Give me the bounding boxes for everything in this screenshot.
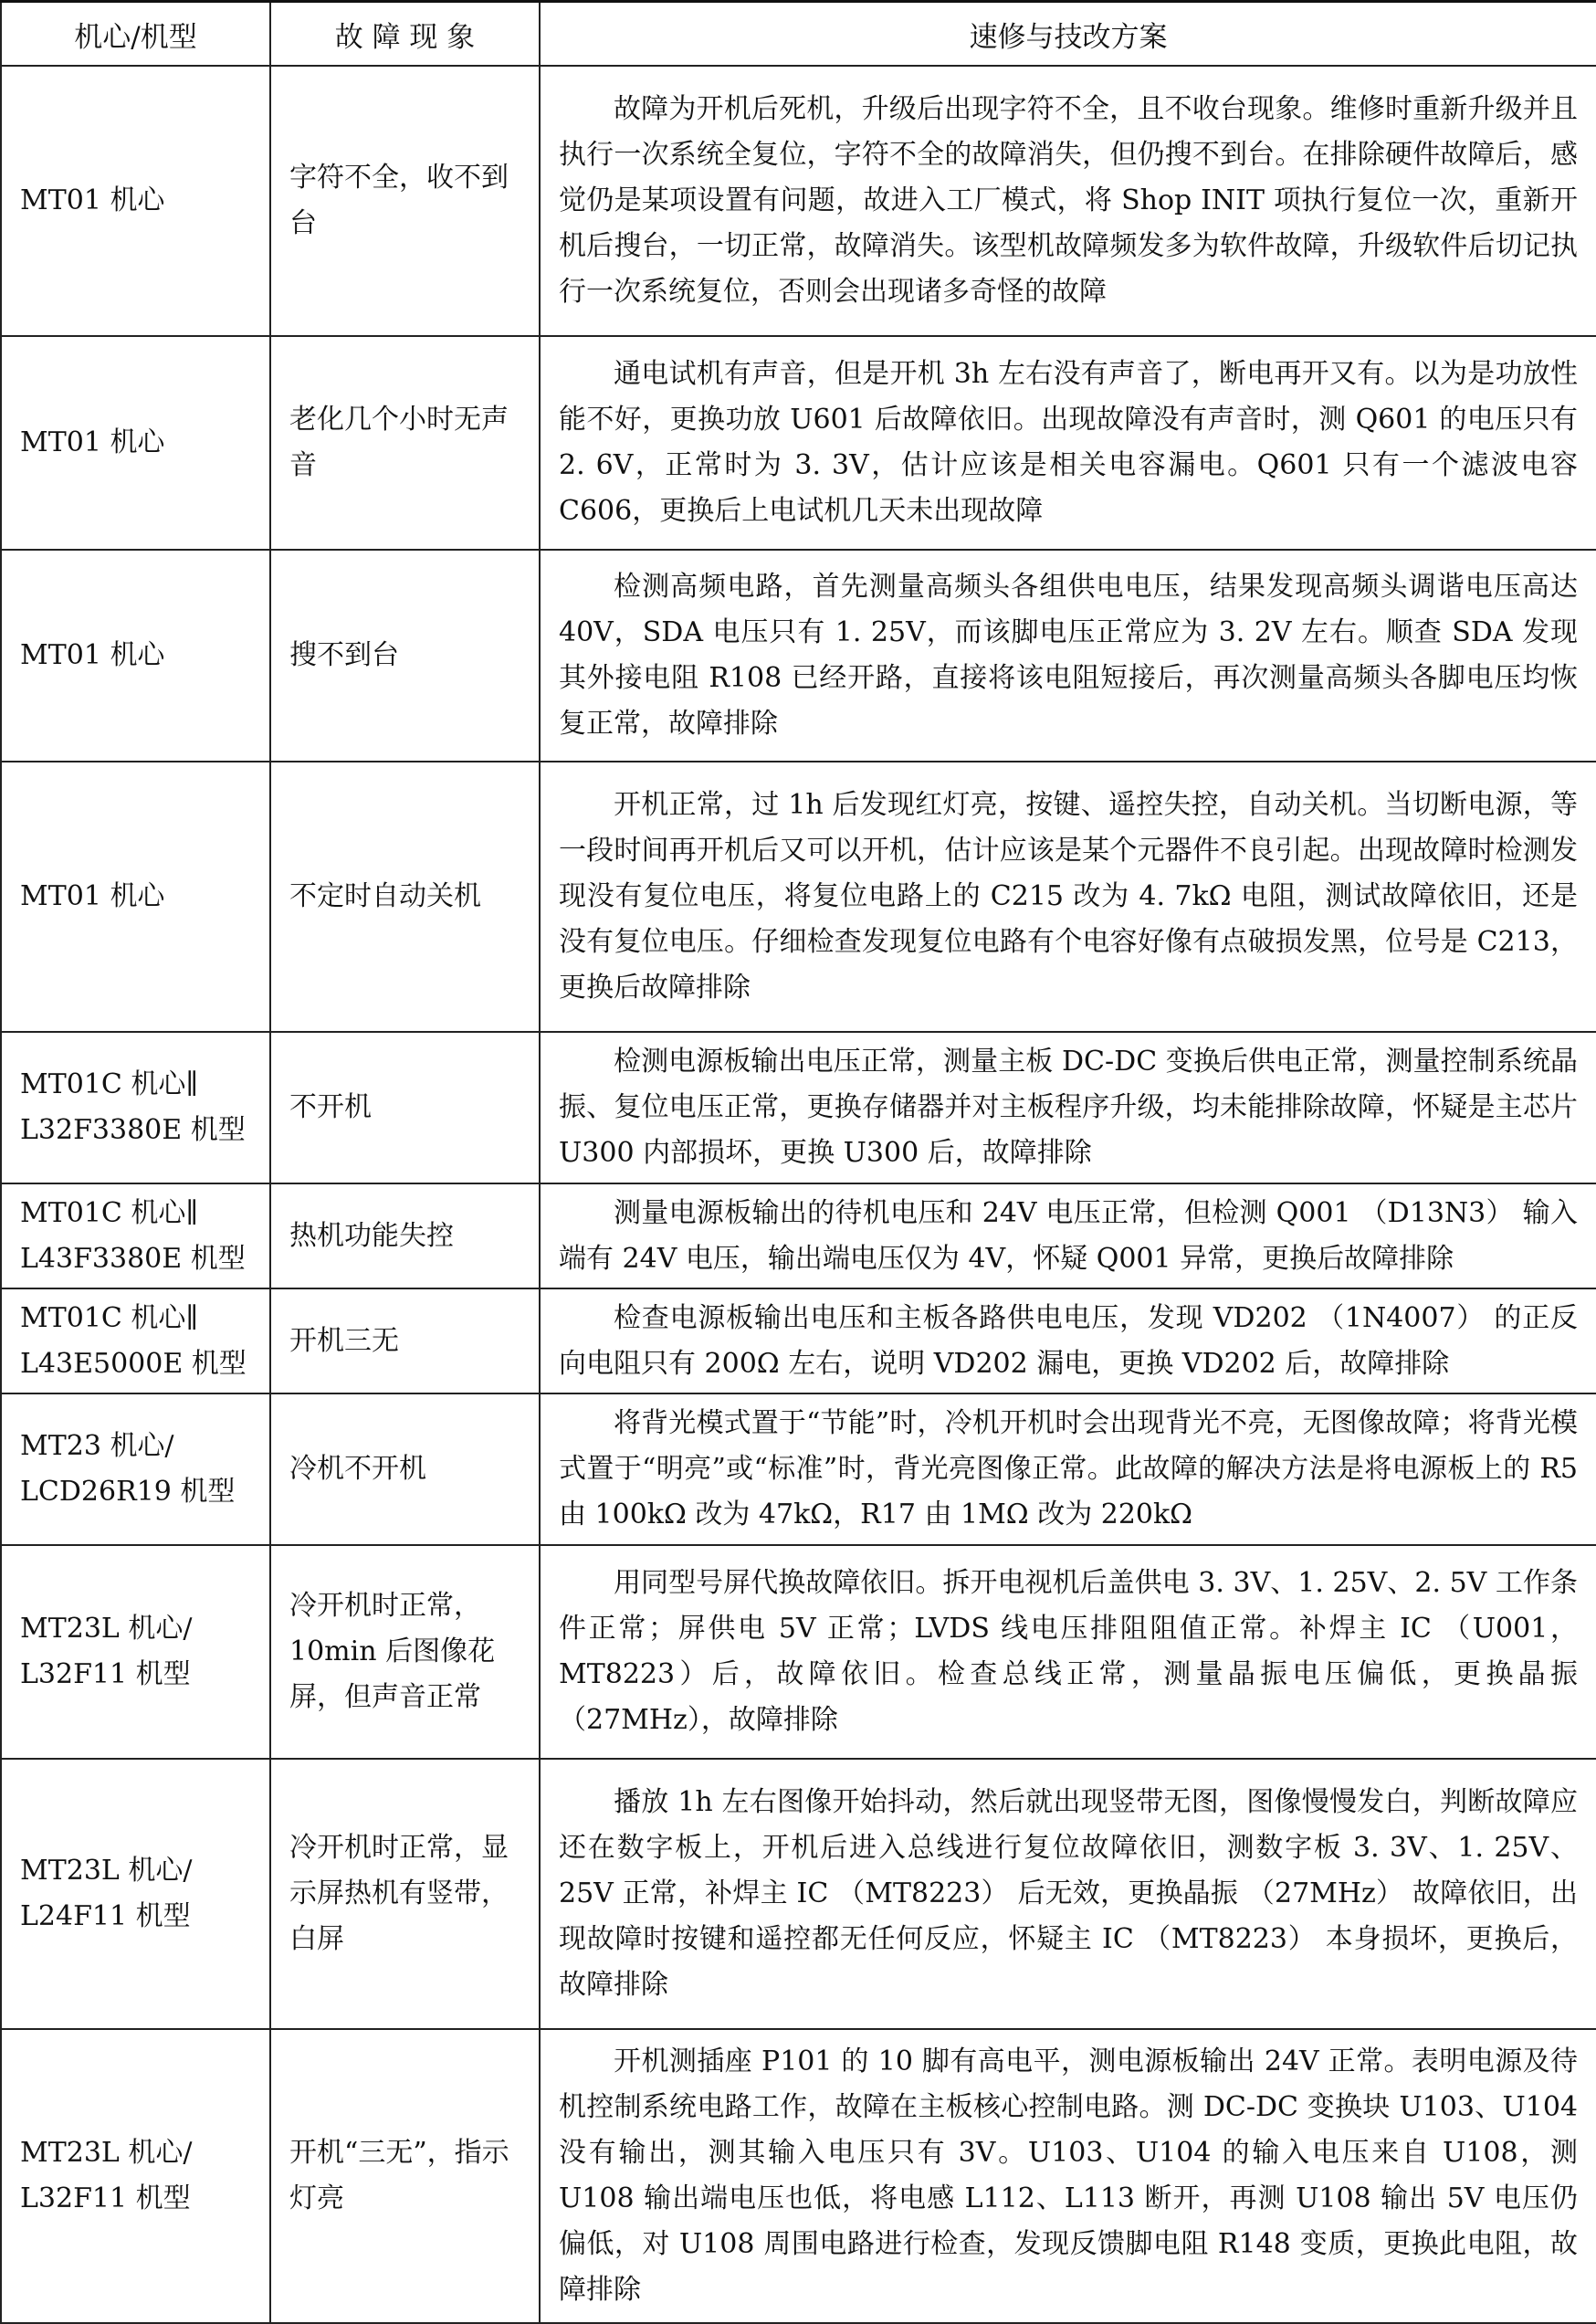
solution-cell: 开机正常，过 1h 后发现红灯亮，按键、遥控失控，自动关机。当切断电源，等一段时间再开机后又可以开机，估计应该是某个元器件不良引起。出现故障时检测发现没有复位电压，将复位电路上的 C215 改为 4. 7kΩ 电阻，测试故障依旧，还是没有复位电压。仔细检查发现复位电路有个电容好像有点破损发黑，位号是 C213，更换后故障排除 — [540, 762, 1596, 1032]
model-line: L32F11 机型 — [20, 1658, 191, 1690]
solution-cell: 检测电源板输出电压正常，测量主板 DC-DC 变换后供电正常，测量控制系统晶振、复位电压正常，更换存储器并对主板程序升级，均未能排除故障，怀疑是主芯片 U300 内部损坏，更换 U300 后，故障排除 — [540, 1032, 1596, 1183]
table-row — [1, 1032, 1596, 1183]
table-row — [1, 1288, 1596, 1393]
solution-cell: 故障为开机后死机，升级后出现字符不全，且不收台现象。维修时重新升级并且执行一次系统全复位，字符不全的故障消失，但仍搜不到台。在排除硬件故障后，感觉仍是某项设置有问题，故进入工厂模式，将 Shop INIT 项执行复位一次，重新开机后搜台，一切正常，故障消失。该型机故障频发多为软件故障，升级软件后切记执行一次系统复位，否则会出现诸多奇怪的故障 — [540, 66, 1596, 336]
model-cell — [1, 762, 270, 1032]
model-cell — [1, 550, 270, 762]
model-cell — [1, 66, 270, 336]
model-line: MT23L 机心/ — [20, 2137, 193, 2169]
solution-cell: 开机测插座 P101 的 10 脚有高电平，测电源板输出 24V 正常。表明电源及待机控制系统电路工作，故障在主板核心控制电路。测 DC-DC 变换块 U103、U104 没有输出，测其输入电压只有 3V。U103、U104 的输入电压来自 U108，测 U108 输出端电压也低，将电感 L112、L113 断开，再测 U108 输出 5V 电压仍偏低，对 U108 周围电路进行检查，发现反馈脚电阻 R148 变质，更换此电阻，故障排除 — [540, 2029, 1596, 2323]
model-line: MT01 机心 — [20, 426, 165, 458]
model-line: MT01 机心 — [20, 880, 165, 912]
table-row — [1, 336, 1596, 550]
model-cell — [1, 1288, 270, 1393]
symptom-cell: 不开机 — [270, 1032, 540, 1183]
symptom-cell: 冷开机时正常，10min 后图像花屏，但声音正常 — [270, 1545, 540, 1759]
header-symptom: 故 障 现 象 — [270, 2, 540, 67]
symptom-cell: 搜不到台 — [270, 550, 540, 762]
model-cell — [1, 1545, 270, 1759]
model-line: L32F11 机型 — [20, 2182, 191, 2214]
model-line: L32F3380E 机型 — [20, 1114, 246, 1146]
table-row — [1, 762, 1596, 1032]
solution-cell: 播放 1h 左右图像开始抖动，然后就出现竖带无图，图像慢慢发白，判断故障应还在数字板上，开机后进入总线进行复位故障依旧，测数字板 3. 3V、1. 25V、25V 正常，补焊主 IC （MT8223） 后无效，更换晶振 （27MHz） 故障依旧，出现故障时按键和遥控都无任何反应，怀疑主 IC （MT8223） 本身损坏，更换后，故障排除 — [540, 1759, 1596, 2029]
solution-cell: 用同型号屏代换故障依旧。拆开电视机后盖供电 3. 3V、1. 25V、2. 5V 工作条件正常；屏供电 5V 正常；LVDS 线电压排阻阻值正常。补焊主 IC （U001，MT8223）后，故障依旧。检查总线正常，测量晶振电压偏低，更换晶振（27MHz），故障排除 — [540, 1545, 1596, 1759]
model-line: MT01C 机心∥ — [20, 1196, 199, 1229]
table-row — [1, 1759, 1596, 2029]
model-line: MT01 机心 — [20, 184, 165, 216]
model-cell — [1, 1183, 270, 1288]
model-line: MT23L 机心/ — [20, 1855, 193, 1887]
model-line: MT23 机心/ — [20, 1430, 174, 1462]
symptom-cell: 字符不全，收不到台 — [270, 66, 540, 336]
model-line: L43F3380E 机型 — [20, 1242, 246, 1275]
header-row — [1, 2, 1596, 67]
symptom-cell: 开机三无 — [270, 1288, 540, 1393]
model-line: MT23L 机心/ — [20, 1613, 193, 1645]
solution-cell: 将背光模式置于“节能”时，冷机开机时会出现背光不亮，无图像故障；将背光模式置于“明亮”或“标准”时，背光亮图像正常。此故障的解决方法是将电源板上的 R5 由 100kΩ 改为 47kΩ，R17 由 1MΩ 改为 220kΩ — [540, 1393, 1596, 1545]
table-row — [1, 1545, 1596, 1759]
header-model: 机心/机型 — [1, 2, 270, 67]
model-line: L43E5000E 机型 — [20, 1347, 247, 1380]
table-row — [1, 1183, 1596, 1288]
table-row — [1, 550, 1596, 762]
model-line: L24F11 机型 — [20, 1900, 191, 1932]
model-cell — [1, 1393, 270, 1545]
symptom-cell: 热机功能失控 — [270, 1183, 540, 1288]
symptom-cell: 不定时自动关机 — [270, 762, 540, 1032]
solution-cell: 测量电源板输出的待机电压和 24V 电压正常，但检测 Q001 （D13N3） 输入端有 24V 电压，输出端电压仅为 4V，怀疑 Q001 异常，更换后故障排除 — [540, 1183, 1596, 1288]
symptom-cell: 冷机不开机 — [270, 1393, 540, 1545]
model-line: LCD26R19 机型 — [20, 1476, 236, 1508]
model-line: MT01C 机心∥ — [20, 1301, 199, 1334]
model-cell — [1, 336, 270, 550]
solution-cell: 检测高频电路，首先测量高频头各组供电电压，结果发现高频头调谐电压高达 40V，SDA 电压只有 1. 25V，而该脚电压正常应为 3. 2V 左右。顺查 SDA 发现其外接电阻 R108 已经开路，直接将该电阻短接后，再次测量高频头各脚电压均恢复正常，故障排除 — [540, 550, 1596, 762]
model-cell — [1, 1032, 270, 1183]
model-line: MT01C 机心∥ — [20, 1068, 199, 1100]
table-row — [1, 1393, 1596, 1545]
symptom-cell: 冷开机时正常，显示屏热机有竖带，白屏 — [270, 1759, 540, 2029]
table-body — [1, 66, 1596, 2323]
symptom-cell: 开机“三无”，指示灯亮 — [270, 2029, 540, 2323]
model-cell — [1, 1759, 270, 2029]
solution-cell: 通电试机有声音，但是开机 3h 左右没有声音了，断电再开又有。以为是功放性能不好，更换功放 U601 后故障依旧。出现故障没有声音时，测 Q601 的电压只有 2. 6V，正常时为 3. 3V，估计应该是相关电容漏电。Q601 只有一个滤波电容 C606，更换后上电试机几天未出现故障 — [540, 336, 1596, 550]
solution-cell: 检查电源板输出电压和主板各路供电电压，发现 VD202 （1N4007） 的正反向电阻只有 200Ω 左右，说明 VD202 漏电，更换 VD202 后，故障排除 — [540, 1288, 1596, 1393]
table-row — [1, 66, 1596, 336]
model-line: MT01 机心 — [20, 639, 165, 671]
model-cell — [1, 2029, 270, 2323]
header-solution: 速修与技改方案 — [540, 2, 1596, 67]
table-row — [1, 2029, 1596, 2323]
symptom-cell: 老化几个小时无声音 — [270, 336, 540, 550]
